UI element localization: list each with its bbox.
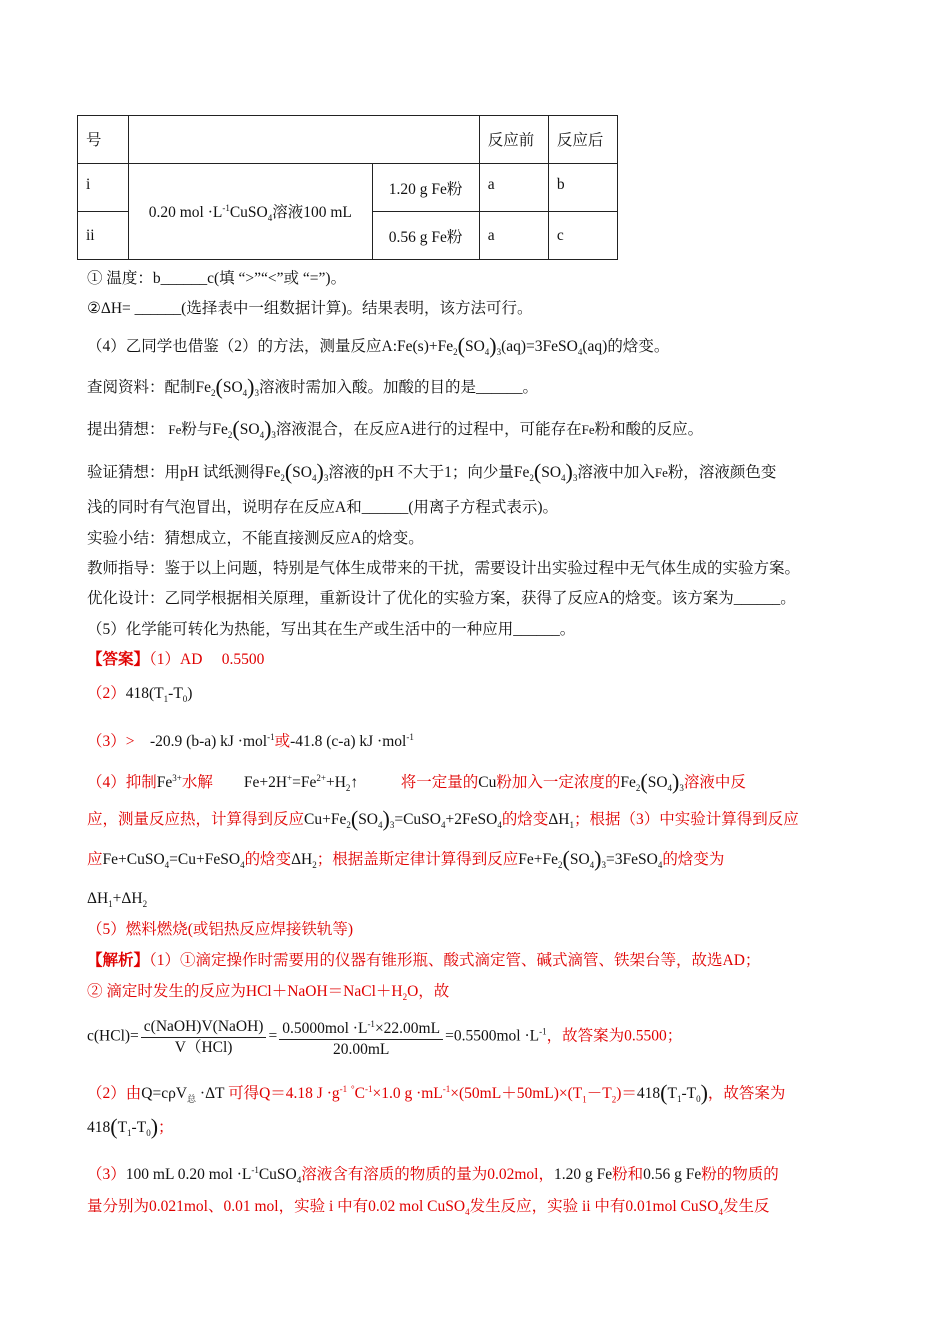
- analysis-3-text-a: 可得Q＝4.18 J ·g: [228, 1085, 340, 1103]
- fe-mass-i: 1.20 g Fe粉: [372, 164, 479, 212]
- solution-volume: 溶液100 mL: [272, 203, 352, 221]
- row-id-ii: ii: [78, 212, 129, 260]
- q4-intro: （4）乙同学也借鉴（2）的方法，测量反应$A:Fe(s)+Fe_2(SO_4)_3(aq)=3FeSO_4(aq)$的焓变。: [87, 333, 670, 358]
- experiment-table: [77, 115, 618, 260]
- q-temperature: ① 温度：b______c(填 “>”“<”或 “=”)。: [87, 270, 347, 287]
- analysis-3-label: （2）由: [87, 1085, 142, 1103]
- analysis-1-text: （1）①滴定操作时需要用的仪器有锥形瓶、酸式滴定管、碱式滴管、铁架台等，故选AD；: [149, 952, 761, 969]
- solution-conc: 0.20 mol ·L: [148, 203, 223, 221]
- analysis-3-text-d: ，故答案为: [707, 1085, 786, 1103]
- analysis-2-text: ② 滴定时发生的反应为HCl＋NaOH＝NaCl＋H: [87, 983, 403, 1000]
- answer-3-label: （3）>: [87, 733, 135, 751]
- q-summary: 实验小结：猜想成立，不能直接测反应A的焓变。: [87, 530, 424, 547]
- answer-4-text-3: 溶液中反: [683, 774, 746, 792]
- answer-4-line4: $\Delta H_1+\Delta H_2$: [87, 890, 148, 910]
- analysis-2: ② 滴定时发生的反应为$HCl+NaOH=NaCl+H_2O$，故: [87, 983, 450, 1003]
- hypothesis-text-a: 粉与: [181, 421, 213, 438]
- formula-den-2: 20.00mL: [332, 1041, 390, 1059]
- analysis-formula: c(HCl)= $\frac{\text{c(NaOH)V(NaOH)}}{\text{V（HCl)}}$ = $\frac{0.5000mol \cdot L^{-1}\times 22.00mL}{20.00mL}$ $=0.5500mol \cdot L^{-1}$，故答案为0.5500；: [87, 1014, 682, 1060]
- hypothesis-text-c: 粉和酸的反应。: [594, 421, 704, 438]
- q4-reaction-a: A:Fe(s)+Fe: [381, 338, 454, 355]
- analysis-3-text-b: ×1.0 g ·mL: [372, 1085, 443, 1103]
- verify-text-c: 粉，溶液颜色变: [667, 464, 777, 481]
- verify-label: 验证猜想：用pH 试纸测得: [87, 464, 265, 481]
- analysis-3: （2）由Q=cρV$_总$ ·ΔT 可得Q＝4.18 $J \cdot g^{-1}$ $^\circ C^{-1}\times 1.0$ $g \cdot mL^{-1}\times(50mL+50mL)\times(T_1-T_2)=418(T_1-T_0)$，故答案为: [87, 1080, 786, 1106]
- analysis-4-text-b: 粉和: [612, 1166, 644, 1184]
- q4-text-end: 的焓变。: [607, 338, 670, 355]
- r2-after: c: [548, 212, 617, 260]
- solution-cell: 0.20 mol $\cdot L^{-1}CuSO_4$溶液100 mL: [129, 164, 372, 260]
- formula-frac-2: $\frac{0.5000mol \cdot L^{-1}\times 22.00mL}{20.00mL}$: [279, 1014, 443, 1060]
- answer-3-value-2: -41.8 (c-a) kJ ·mol: [290, 733, 407, 751]
- answer-4-l3-text-b: 的焓变为: [662, 851, 725, 868]
- formula-lhs: c(HCl)=: [87, 1027, 139, 1045]
- header-after: 反应后: [548, 116, 617, 164]
- answer-3-or: 或: [274, 733, 291, 751]
- q4-reaction-b: (aq)=3FeSO: [501, 338, 578, 355]
- hypothesis-label: 提出猜想：: [87, 421, 165, 438]
- q-verify-2: 浅的同时有气泡冒出，说明存在反应A和______(用离子方程式表示)。: [87, 499, 559, 516]
- answer-tag: 【答案】: [87, 651, 150, 668]
- answer-1: [87, 649, 264, 671]
- answer-4-hydrolysis: 水解: [181, 774, 213, 792]
- answer-3: （3）> -20.9 (b-a) kJ ·mol$^{-1}$或-41.8 (c-a) kJ ·mol$^{-1}$: [87, 732, 414, 751]
- q5: （5）化学能可转化为热能，写出其在生产或生活中的一种应用______。: [87, 621, 576, 638]
- formula-frac-1: [141, 1017, 267, 1058]
- answer-4-label: （4）抑制: [87, 774, 157, 792]
- r2-before: a: [479, 212, 548, 260]
- answer-4-l2-enthalpy: 的焓变: [501, 811, 549, 828]
- header-blank: [129, 116, 480, 164]
- verify-text-a: 溶液的pH 不大于1；向少量: [328, 464, 514, 481]
- formula-tail: ，故答案为0.5500；: [546, 1027, 683, 1045]
- answer-4: （4）抑制$Fe^{3+}$水解 $Fe+2H^+=Fe^{2+}+H_2↑$ 将一定量的Cu粉加入一定浓度的$Fe_2(SO_4)_3$溶液中反: [87, 769, 746, 795]
- q-teacher: 教师指导：鉴于以上问题，特别是气体生成带来的干扰，需要设计出实验过程中无气体生成的实验方案。: [87, 560, 801, 577]
- q4-text: （4）乙同学也借鉴（2）的方法，测量反应: [87, 338, 382, 355]
- analysis-4: （3）100 mL 0.20 mol $\cdot L^{-1}CuSO_4$溶液含有溶质的物质的量为0.02mol，1.20 g Fe粉和0.56 g Fe粉的物质的: [87, 1165, 779, 1186]
- answer-4-l3-text: ；根据盖斯定律计算得到反应: [316, 851, 519, 868]
- answer-4-l2-text: 应，测量反应热，计算得到反应: [87, 811, 305, 828]
- answer-4-l2-text-b: ；根据（3）中实验计算得到反应: [574, 811, 799, 828]
- answer-4-line2: 应，测量反应热，计算得到反应$Cu+Fe_2(SO_4)_3=CuSO_4+2FeSO_4$的焓变$\Delta H_1$；根据（3）中实验计算得到反应: [87, 806, 799, 831]
- header-number: 号: [78, 116, 129, 164]
- analysis-4-label: （3）: [87, 1166, 126, 1184]
- answer-3-value-1: -20.9 (b-a) kJ ·mol: [150, 733, 268, 751]
- analysis-4-text-c: 粉的物质的: [701, 1166, 779, 1184]
- answer-4-l3-reaction: Fe+CuSO: [102, 851, 165, 868]
- lookup-label: 查阅资料：配制: [87, 379, 196, 396]
- analysis-4-text-a: 溶液含有溶质的物质的量为0.02mol，: [301, 1166, 554, 1184]
- verify-text-b: 溶液中加入: [577, 464, 655, 481]
- answer-4-ionic-eq: Fe+2H: [243, 774, 288, 792]
- q-verify: 验证猜想：用pH 试纸测得$Fe_2(SO_4)_3$溶液的pH 不大于1；向少量$Fe_2(SO_4)_3$溶液中加入Fe粉，溶液颜色变: [87, 459, 777, 484]
- answer-2-label: （2）: [87, 685, 126, 702]
- r1-before: a: [479, 164, 548, 212]
- r1-after: b: [548, 164, 617, 212]
- formula-num-1: c(NaOH)V(NaOH): [141, 1017, 267, 1038]
- answer-4-text-1: 将一定量的: [400, 774, 479, 792]
- formula-den-1: V（HCl): [174, 1038, 233, 1056]
- analysis-3-line2: $418(T_1-T_0)$；: [87, 1114, 174, 1139]
- answer-4-sum: ΔH: [87, 890, 109, 907]
- hypothesis-text-b: 溶液混合，在反应A进行的过程中，可能存在: [275, 421, 582, 438]
- header-before: 反应前: [479, 116, 548, 164]
- answer-1-text: （1）AD 0.5500: [149, 651, 265, 668]
- answer-2-formula: 418(T: [125, 685, 164, 702]
- analysis-tag: 【解析】: [87, 952, 150, 969]
- lookup-text: 溶液时需加入酸。加酸的目的是______。: [259, 379, 539, 396]
- formula-num-2: 0.5000mol ·L: [282, 1020, 368, 1038]
- analysis-3-value: 418: [87, 1119, 111, 1136]
- solution-formula: CuSO: [229, 203, 268, 221]
- analysis-4-line2: 量分别为0.021mol、0.01 mol，实验 i 中有0.02 mol CuSO$_4$发生反应，实验 ii 中有0.01mol CuSO$_4$发生反: [87, 1198, 770, 1218]
- answer-2: $(2)418(T_1-T_0)$: [87, 685, 193, 705]
- analysis-4-l2-text: 量分别为0.021mol、0.01 mol，实验 i 中有0.02 mol CuSO: [87, 1198, 466, 1215]
- answer-5: （5）燃料燃烧(或铝热反应焊接铁轨等): [87, 921, 354, 938]
- analysis-3-text-c: ×(50mL＋50mL)×(T: [450, 1085, 583, 1103]
- analysis-1: [87, 950, 760, 972]
- formula-result: =0.5500mol ·L: [445, 1027, 540, 1045]
- answer-4-text-2: 粉加入一定浓度的: [496, 774, 621, 792]
- analysis-2-text-b: O，故: [407, 983, 450, 1000]
- answer-4-line3: 应Fe+CuSO$_4$=Cu+FeSO$_4$的焓变$\Delta H_2$；根据盖斯定律计算得到反应$Fe+Fe_2(SO_4)_3=3FeSO_4$的焓变为: [87, 846, 725, 871]
- q4-reaction-c: (aq): [582, 338, 608, 355]
- q-enthalpy: ②ΔH= ______(选择表中一组数据计算)。结果表明，该方法可行。: [87, 300, 533, 317]
- fe-mass-ii: 0.56 g Fe粉: [372, 212, 479, 260]
- q-lookup: 查阅资料：配制$Fe_2(SO_4)_3$溶液时需加入酸。加酸的目的是______。: [87, 374, 539, 399]
- answer-4-l3-enthalpy: 的焓变: [244, 851, 292, 868]
- q-hypothesis: 提出猜想： Fe粉与$Fe_2(SO_4)_3$溶液混合，在反应A进行的过程中，可能存在Fe粉和酸的反应。: [87, 416, 704, 441]
- q-optimize: 优化设计：乙同学根据相关原理，重新设计了优化的实验方案，获得了反应A的焓变。该方案为______。: [87, 590, 796, 607]
- row-id-i: i: [78, 164, 129, 212]
